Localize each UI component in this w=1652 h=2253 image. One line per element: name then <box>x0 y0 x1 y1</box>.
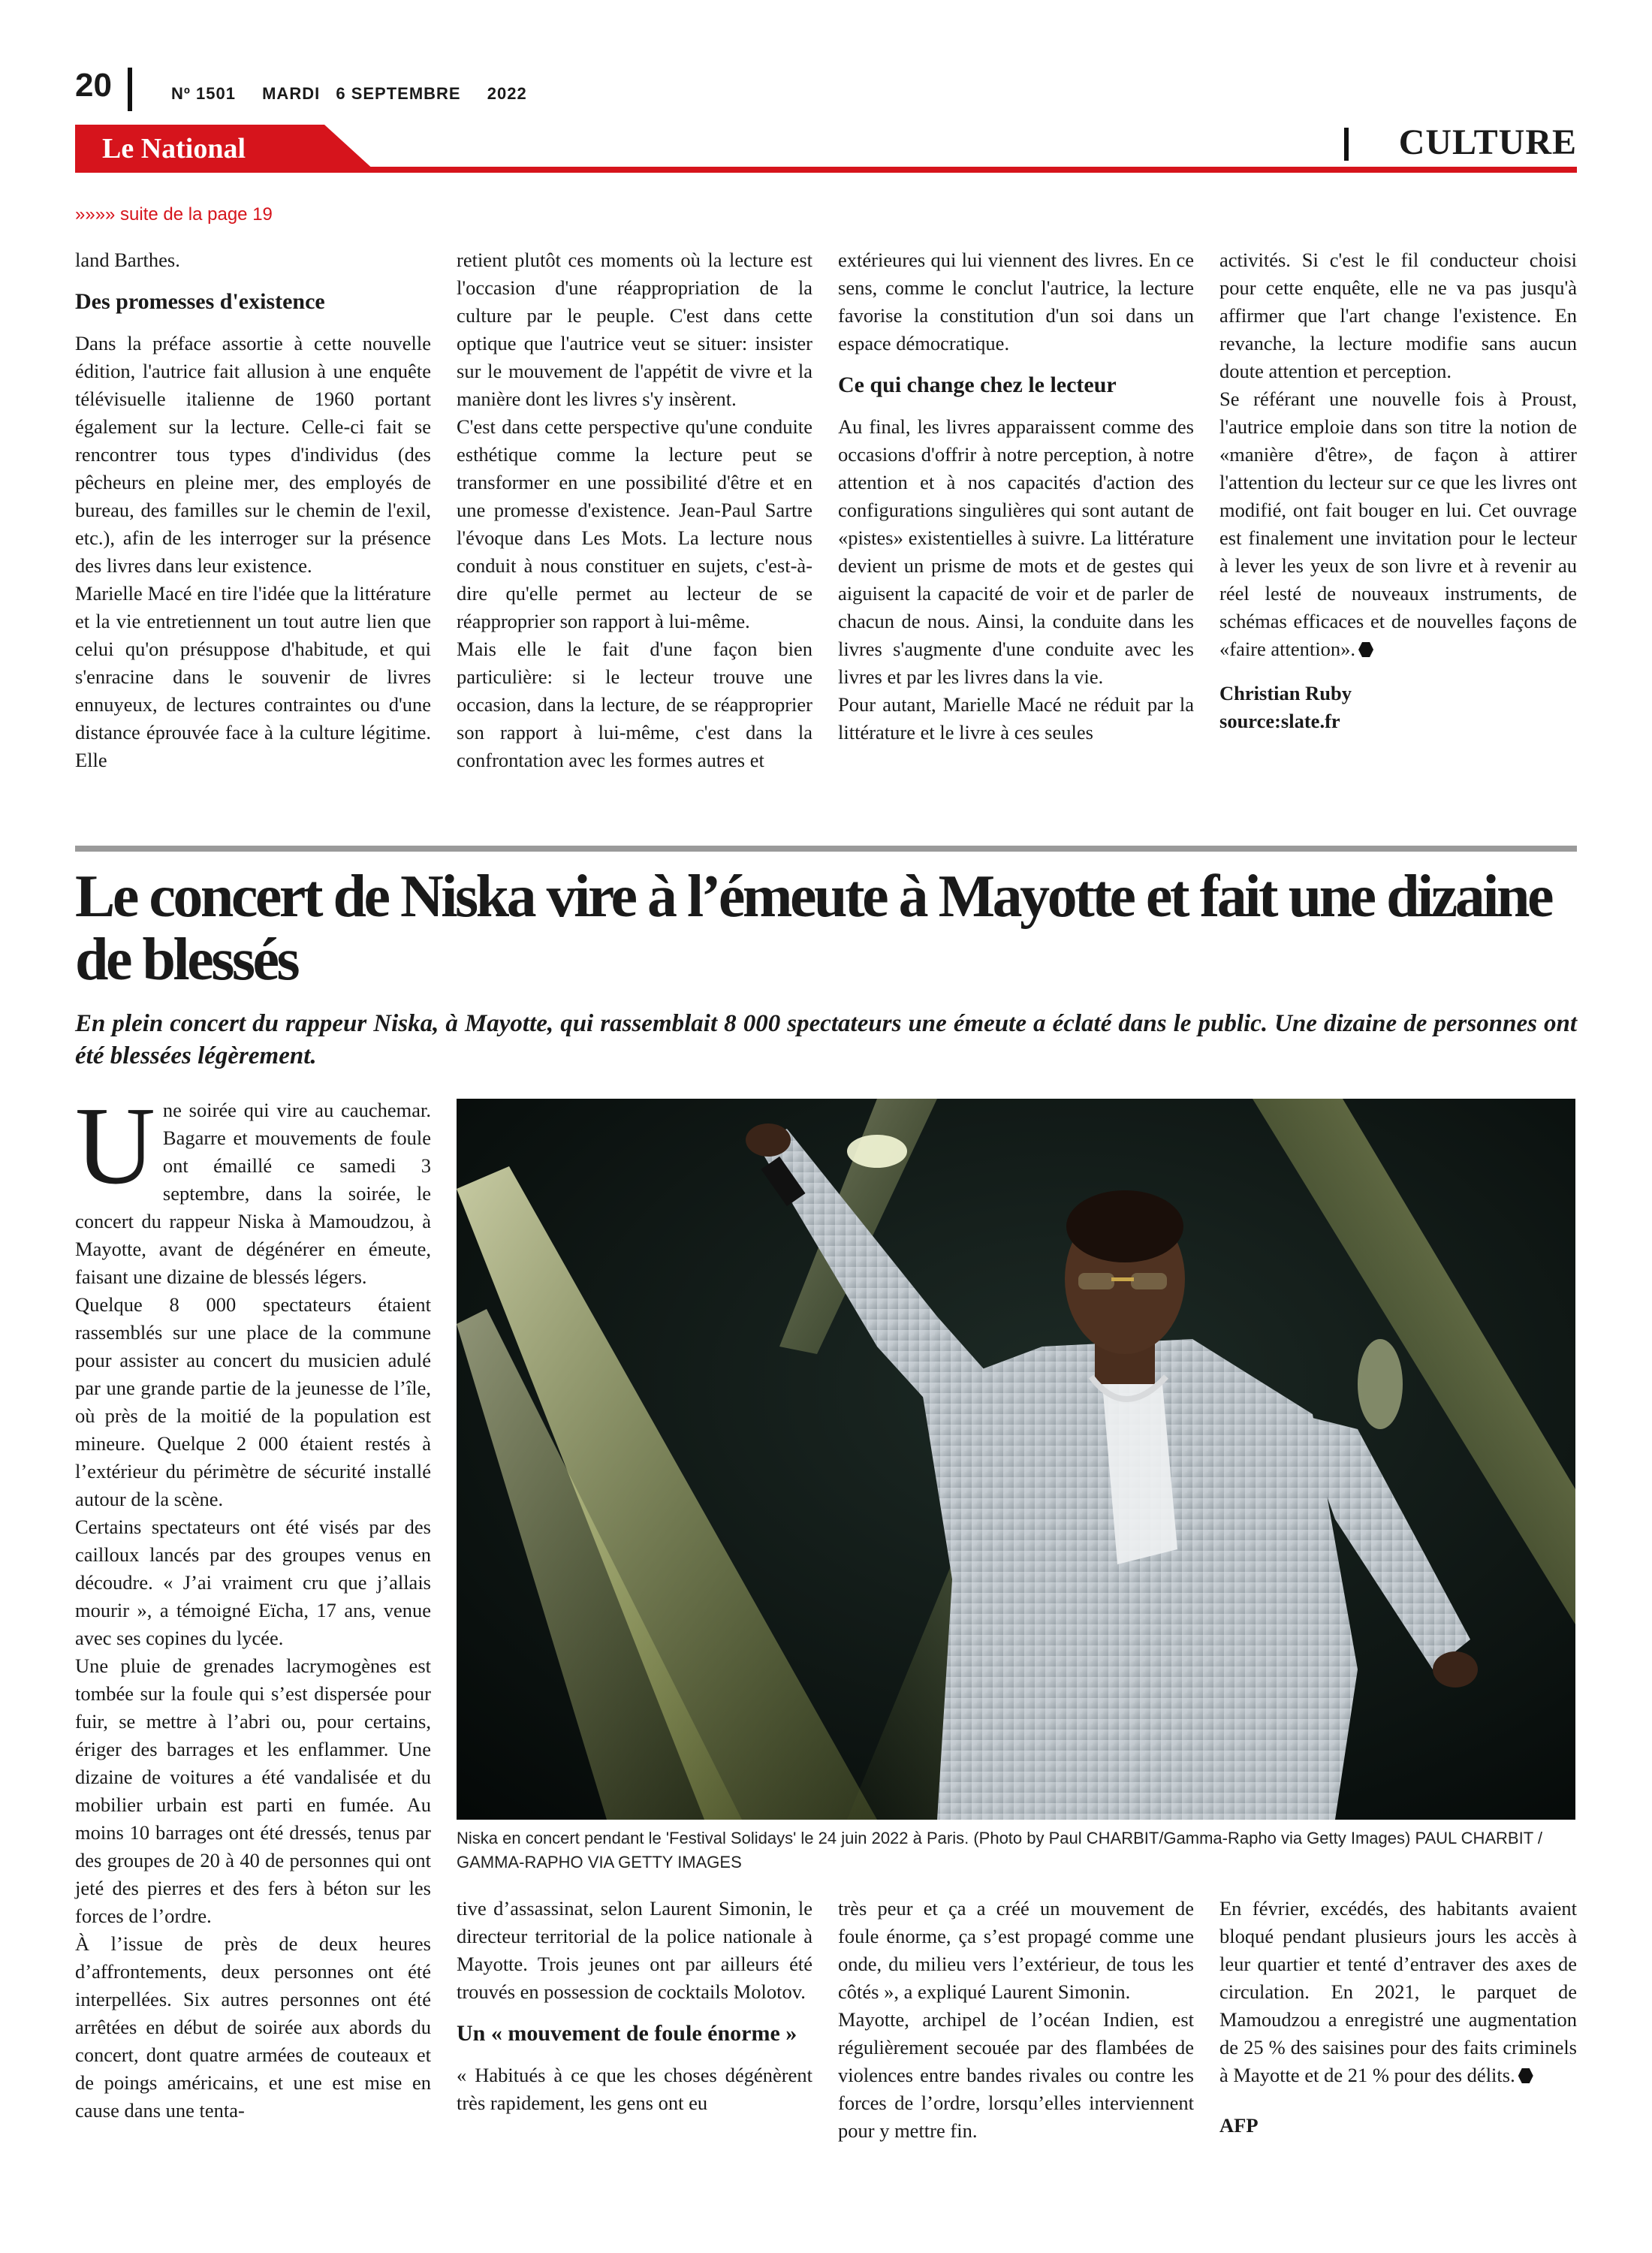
issue-date: 6 SEPTEMBRE <box>336 84 461 103</box>
paragraph-text: Se référant une nouvelle fois à Proust, l'autrice emploie dans son titre la notion de «manière d'être», de façon à attirer l'attention du lecteur sur ce que les livres ont modifié, ont fait bouger en lui. Cet ouvrage est finalement une invitation pour le lecteur à lever les yeux de son livre et à revenir au réel lesté de nouveaux instruments, de schémas efficaces et de nouvelles façons de «faire attention». <box>1219 388 1577 660</box>
paragraph: Quelque 8 000 spectateurs étaient rassemblés sur une place de la commune pour assister au concert du musicien adulé par une grande partie de la jeunesse de l’île, où près de la moitié de la population est mineure. Quelque 2 000 étaient restés à l’extérieur du périmètre de sécurité installé autour de la scène. <box>75 1293 431 1510</box>
page-number-divider <box>128 68 132 111</box>
issue-line <box>171 84 548 104</box>
article2-column-1 <box>75 1084 431 2125</box>
paragraph: Certains spectateurs ont été visés par des cailloux lancés par des groupes venus en découdre. « J’ai vraiment cru que j’allais mourir », a témoigné Eïcha, 17 ans, venue avec ses copines du lycée. <box>75 1516 431 1649</box>
author-name: Christian Ruby <box>1219 682 1352 704</box>
issue-year: 2022 <box>487 84 527 103</box>
subheading: Ce qui change chez le lecteur <box>838 372 1117 397</box>
paragraph: À l’issue de près de deux heures d’affrontements, deux personnes ont été interpellées. Six autres personnes ont été arrêtées en début de soirée aux abords du concert, dont quatre armées de couteaux et de poings américains, et une est mise en cause dans une tenta- <box>75 1932 431 2122</box>
paragraph: « Habitués à ce que les choses dégénèrent très rapidement, les gens ont eu <box>457 2064 812 2114</box>
rubric-divider <box>1344 128 1349 161</box>
continued-from-label: »»»» suite de la page 19 <box>75 204 273 225</box>
paragraph: activités. Si c'est le fil conducteur choisi pour cette enquête, elle ne va pas jusqu'à affirmer que l'art change l'existence. En revanche, la lecture modifie sans aucun doute attention et perception. <box>1219 249 1577 382</box>
end-mark-icon <box>1518 2068 1533 2083</box>
paragraph <box>1219 1895 1577 2089</box>
paragraph-text: ne soirée qui vire au cauchemar. Bagarre et mouvements de foule ont émaillé ce samedi 3 septembre, dans la soirée, le concert du rappeur Niska à Mamoudzou, à Mayotte, avant de dégénérer en émeute, faisant une dizaine de blessés légers. <box>75 1099 431 1288</box>
paragraph: tive d’assassinat, selon Laurent Simonin, le directeur territorial de la police nationale à Mayotte. Trois jeunes ont par ailleurs été trouvés en possession de cocktails Molotov. <box>457 1897 812 2003</box>
article1-column-3 <box>838 246 1194 746</box>
paragraph: extérieures qui lui viennent des livres. En ce sens, comme le conclut l'autrice, la lecture favorise la constitution d'un soi dans un espace démocratique. <box>838 249 1194 354</box>
section-rubric: CULTURE <box>1398 122 1577 162</box>
end-mark-icon <box>1358 642 1373 657</box>
paragraph: land Barthes. <box>75 249 180 271</box>
issue-day: MARDI <box>262 84 321 103</box>
article1-column-1 <box>75 246 431 774</box>
paper-name: Le National <box>102 133 246 164</box>
page-number: 20 <box>75 67 112 104</box>
article2-column-2 <box>457 1895 812 2117</box>
issue-number: Nº 1501 <box>171 84 236 103</box>
paragraph: Mais elle le fait d'une façon bien particulière: si le lecteur trouve une occasion, dans la lecture, de se réapproprier son rapport à lui-même, c'est dans la confrontation avec les formes autres et <box>457 638 812 771</box>
paragraph: Dans la préface assortie à cette nouvelle édition, l'autrice fait allusion à une enquête télévisuelle italienne de 1960 portant également sur la lecture. Celle-ci fait se rencontrer tous types d'individus (des pêcheurs en pleine mer, des employés de bureau, des familles sur le chemin de l'exil, etc.), afin de les interroger sur la présence des livres dans leur existence. <box>75 332 431 577</box>
paragraph: Pour autant, Marielle Macé ne réduit par la littérature et le livre à ces seules <box>838 693 1194 743</box>
concert-photo-illustration <box>457 1099 1575 1820</box>
subheading: Un « mouvement de foule énorme » <box>457 2021 797 2046</box>
paragraph: C'est dans cette perspective qu'une conduite esthétique comme la lecture peut se transformer en une possibilité d'être et en une promesse d'existence. Jean-Paul Sartre l'évoque dans Les Mots. La lecture nous conduit à nous constituer en sujets, c'est-à-dire qu'elle permet au lecteur de se réapproprier son rapport à lui-même. <box>457 415 812 632</box>
paragraph: Au final, les livres apparaissent comme des occasions d'offrir à notre perception, à notre attention et à nos capacités d'action des configurations singulières qui sont autant de «pistes» existentielles à suivre. La littérature devient un prisme de mots et de gestes qui aiguisent la capacité de voir et de parler de chacun de nous. Ainsi, la conduite dans les livres s'augmente d'une conduite avec les livres et par les livres dans la vie. <box>838 415 1194 688</box>
paragraph <box>1219 385 1577 663</box>
paragraph: retient plutôt ces moments où la lecture est l'occasion d'une réappropriation de la culture par le peuple. C'est dans cette optique que l'autrice veut se situer: insister sur le mouvement de l'appétit de vivre et la manière dont les livres s'y insèrent. <box>457 249 812 410</box>
paragraph <box>75 1084 431 1291</box>
paragraph: Une pluie de grenades lacrymogènes est tombée sur la foule qui s’est dispersée pour fuir, se mettre à l’abri ou, pour certains, ériger des barrages et les enflammer. Une dizaine de voitures a été vandalisée et du mobilier urbain est parti en fumée. Au moins 10 barrages ont été dressés, tenus par des groupes de 20 à 40 de personnes qui ont jeté des pierres et des fers à béton sur les forces de l’ordre. <box>75 1654 431 1927</box>
source-credit: source:slate.fr <box>1219 710 1340 732</box>
header-rule <box>75 167 1577 173</box>
concert-photo <box>457 1099 1575 1820</box>
paragraph: Marielle Macé en tire l'idée que la littérature et la vie entretiennent un tout autre lien que celui qu'on présuppose d'habitude, et qui s'enracine dans le souvenir de livres ennuyeux, de lectures contraintes ou d'une distance éprouvée face à la culture légitime. Elle <box>75 582 431 771</box>
paragraph-text: En février, excédés, des habitants avaient bloqué pendant plusieurs jours les accès à leur quartier et tenté d’entraver des axes de circulation. En 2021, le parquet de Mamoudzou a enregistré une augmentation de 25 % des saisines pour des faits criminels à Mayotte et de 21 % pour des délits. <box>1219 1897 1577 2086</box>
article1-column-2 <box>457 246 812 774</box>
drop-cap: U <box>75 1084 155 1208</box>
headline: Le concert de Niska vire à l’émeute à Mayotte et fait une dizaine de blessés <box>75 864 1552 993</box>
photo-caption: Niska en concert pendant le 'Festival Solidays' le 24 juin 2022 à Paris. (Photo by Paul CHARBIT/Gamma-Rapho via Getty Images) PAUL CHARBIT / GAMMA-RAPHO VIA GETTY IMAGES <box>457 1829 1542 1871</box>
article2-column-4 <box>1219 1895 1577 2140</box>
lead-paragraph: En plein concert du rappeur Niska, à Mayotte, qui rassemblait 8 000 spectateurs une émeute a éclaté dans le public. Une dizaine de personnes ont été blessées légèrement. <box>75 1010 1577 1069</box>
paragraph: très peur et ça a créé un mouvement de foule énorme, ça s’est propagé comme une onde, du milieu vers l’extérieur, de tous les côtés », a expliqué Laurent Simonin. <box>838 1897 1194 2003</box>
author-name: AFP <box>1219 2114 1259 2137</box>
article-separator <box>75 846 1577 852</box>
paragraph: Mayotte, archipel de l’océan Indien, est régulièrement secouée par des flambées de violences entre bandes rivales ou contre les forces de l’ordre, lorsqu’elles interviennent pour y mettre fin. <box>838 2008 1194 2142</box>
article1-column-4 <box>1219 246 1577 735</box>
article2-column-3 <box>838 1895 1194 2145</box>
subheading: Des promesses d'existence <box>75 289 325 314</box>
